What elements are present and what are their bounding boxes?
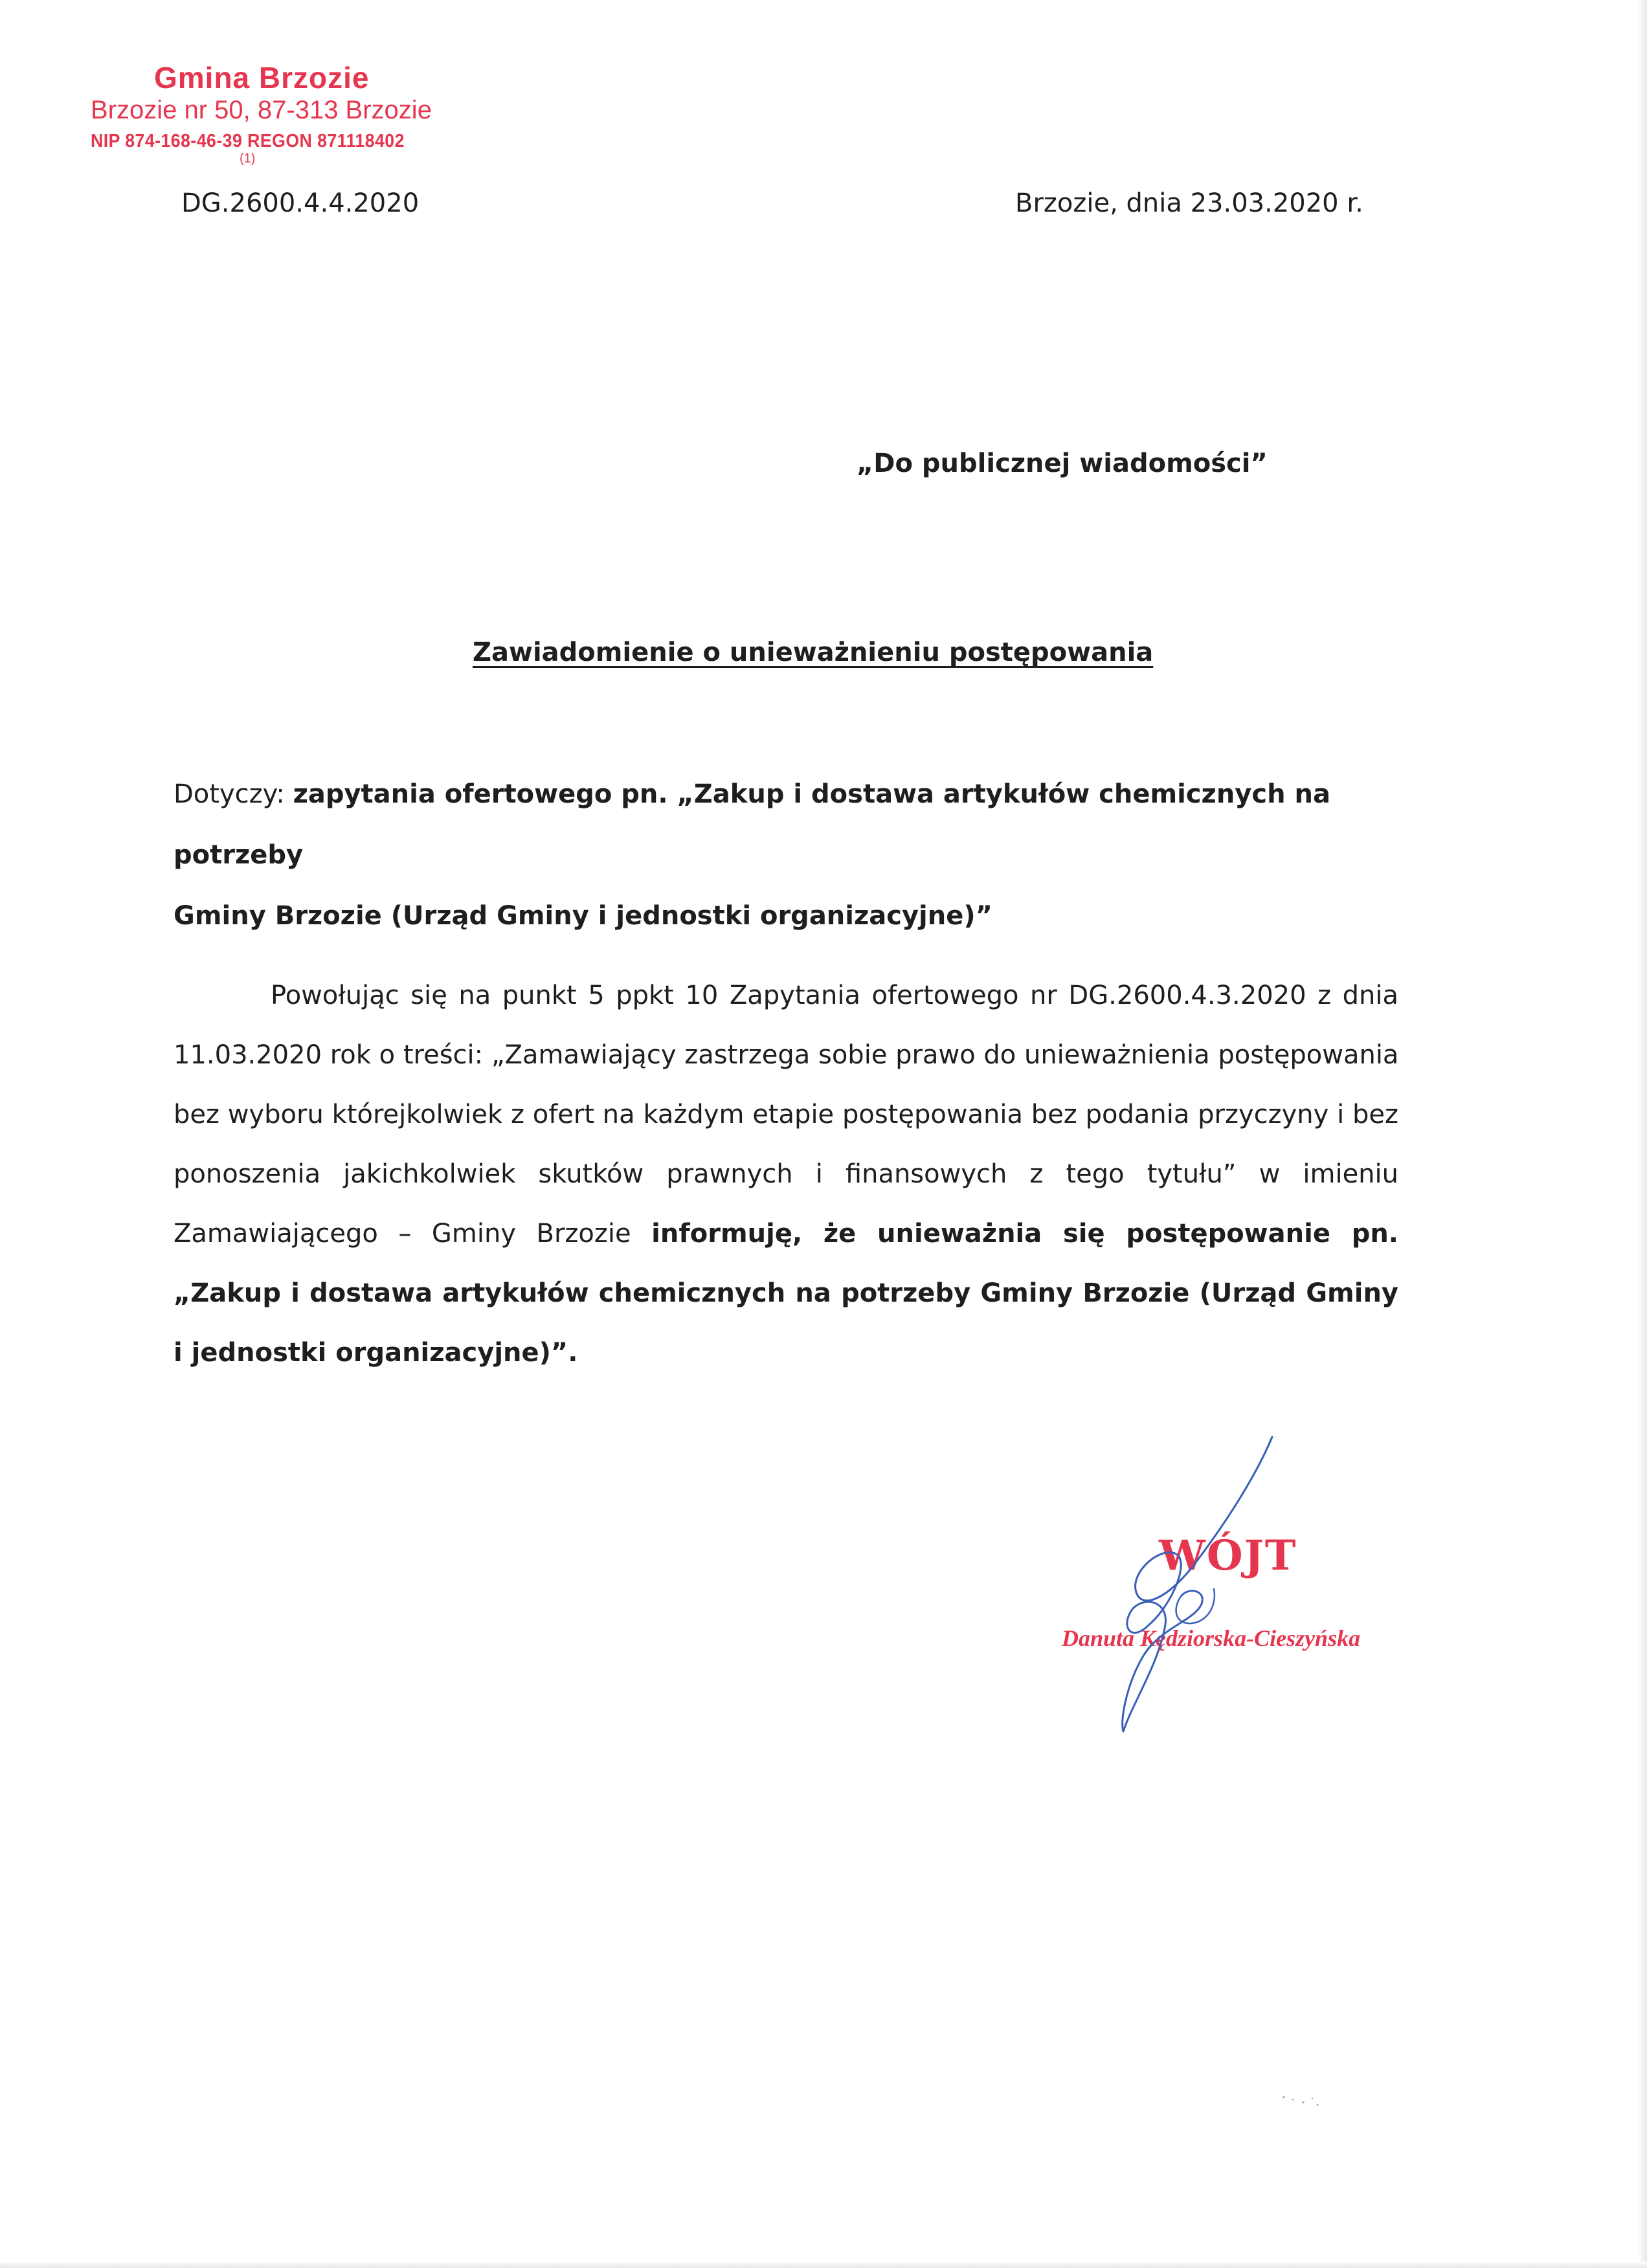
body-line-5: [174, 1221, 1398, 1247]
subject-line-2: Gminy Brzozie (Urząd Gminy i jednostki organizacyjne)”: [174, 901, 992, 931]
stamp-number: (1): [240, 151, 256, 166]
scan-edge-right: [1638, 0, 1647, 2268]
stamp-tax-ids: NIP 874-168-46-39 REGON 871118402: [91, 131, 405, 151]
body-line-4: ponoszenia jakichkolwiek skutków prawnych i finansowych z tego tytułu” w imieniu: [174, 1159, 1398, 1189]
body-line-5-bold: informuję, że unieważnia się postępowanie pn.: [651, 1219, 1398, 1249]
handwritten-signature: [1062, 1430, 1295, 1741]
body-line-3: bez wyboru którejkolwiek z ofert na każdym etapie postępowania bez podania przyczyny i bez: [174, 1100, 1398, 1129]
body-line-1: Powołując się na punkt 5 ppkt 10 Zapytania ofertowego nr DG.2600.4.3.2020 z dnia: [271, 981, 1398, 1010]
body-line-6: „Zakup i dostawa artykułów chemicznych na potrzeby Gminy Brzozie (Urząd Gminy: [174, 1278, 1398, 1308]
subject-paragraph: [174, 764, 1404, 946]
subject-line-1: [174, 764, 1404, 885]
stamp-address: Brzozie nr 50, 87-313 Brzozie: [91, 96, 432, 124]
stamp-office-name: Gmina Brzozie: [154, 61, 370, 94]
body-line-7: i jednostki organizacyjne)”.: [174, 1338, 578, 1368]
document-title: Zawiadomienie o unieważnieniu postępowania: [473, 638, 1154, 667]
body-line-5-regular: Zamawiającego – Gminy Brzozie: [174, 1219, 652, 1249]
subject-text-1: zapytania ofertowego pn. „Zakup i dostawa artykułów chemicznych na potrzeby: [174, 779, 1330, 870]
signature-name-stamp: Danuta Kędziorska-Cieszyńska: [1062, 1625, 1361, 1651]
place-and-date: Brzozie, dnia 23.03.2020 r.: [1015, 188, 1363, 218]
subject-prefix: Dotyczy:: [174, 779, 293, 809]
public-notice-heading: „Do publicznej wiadomości”: [857, 449, 1268, 478]
reference-number: DG.2600.4.4.2020: [181, 188, 420, 218]
scan-specks: [1279, 2091, 1330, 2117]
signature-title-stamp: WÓJT: [1159, 1531, 1297, 1580]
scan-edge-bottom: [0, 2262, 1647, 2268]
body-line-2: 11.03.2020 rok o treści: „Zamawiający zastrzega sobie prawo do unieważnienia postępowania: [174, 1040, 1399, 1070]
